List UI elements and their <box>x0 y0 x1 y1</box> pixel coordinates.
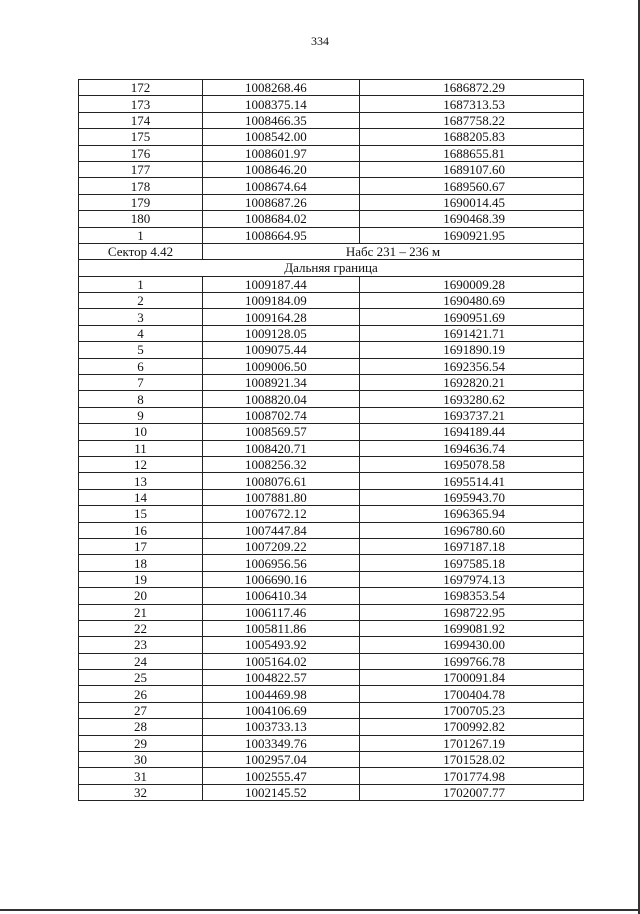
table-body-bottom <box>79 276 584 801</box>
y-coordinate: 1694189.44 <box>360 424 584 440</box>
point-number: 11 <box>79 440 203 456</box>
table-row <box>79 375 584 391</box>
table-row <box>79 440 584 456</box>
point-number: 19 <box>79 571 203 587</box>
point-number: 8 <box>79 391 203 407</box>
table-row <box>79 309 584 325</box>
y-coordinate: 1689107.60 <box>360 161 584 177</box>
y-coordinate: 1697974.13 <box>360 571 584 587</box>
x-coordinate: 1009164.28 <box>203 309 360 325</box>
point-number: 175 <box>79 129 203 145</box>
table-row <box>79 293 584 309</box>
x-coordinate: 1008601.97 <box>203 145 360 161</box>
x-coordinate: 1008684.02 <box>203 211 360 227</box>
x-coordinate: 1007881.80 <box>203 489 360 505</box>
page-number: 334 <box>311 34 329 48</box>
table-row <box>79 702 584 718</box>
x-coordinate: 1003349.76 <box>203 735 360 751</box>
y-coordinate: 1700404.78 <box>360 686 584 702</box>
y-coordinate: 1688205.83 <box>360 129 584 145</box>
table-row <box>79 80 584 96</box>
table-row <box>79 686 584 702</box>
sector-header <box>79 243 584 276</box>
y-coordinate: 1690951.69 <box>360 309 584 325</box>
y-coordinate: 1690468.39 <box>360 211 584 227</box>
x-coordinate: 1002957.04 <box>203 752 360 768</box>
x-coordinate: 1005164.02 <box>203 653 360 669</box>
table-row <box>79 325 584 341</box>
table-row <box>79 112 584 128</box>
x-coordinate: 1009128.05 <box>203 325 360 341</box>
y-coordinate: 1696365.94 <box>360 506 584 522</box>
table-row <box>79 538 584 554</box>
table-row <box>79 752 584 768</box>
point-number: 26 <box>79 686 203 702</box>
y-coordinate: 1693280.62 <box>360 391 584 407</box>
x-coordinate: 1008687.26 <box>203 194 360 210</box>
x-coordinate: 1003733.13 <box>203 719 360 735</box>
x-coordinate: 1008256.32 <box>203 456 360 472</box>
table-row <box>79 588 584 604</box>
x-coordinate: 1008420.71 <box>203 440 360 456</box>
x-coordinate: 1008820.04 <box>203 391 360 407</box>
point-number: 9 <box>79 407 203 423</box>
boundary-row <box>79 260 584 276</box>
y-coordinate: 1701267.19 <box>360 735 584 751</box>
sector-depth: Набс 231 – 236 м <box>203 243 584 259</box>
y-coordinate: 1695514.41 <box>360 473 584 489</box>
table-row <box>79 489 584 505</box>
point-number: 21 <box>79 604 203 620</box>
table-row <box>79 358 584 374</box>
x-coordinate: 1008268.46 <box>203 80 360 96</box>
point-number: 29 <box>79 735 203 751</box>
table-row <box>79 456 584 472</box>
point-number: 22 <box>79 620 203 636</box>
boundary-title: Дальняя граница <box>79 260 584 276</box>
point-number: 173 <box>79 96 203 112</box>
table-row <box>79 227 584 243</box>
y-coordinate: 1695078.58 <box>360 456 584 472</box>
table-row <box>79 342 584 358</box>
y-coordinate: 1693737.21 <box>360 407 584 423</box>
point-number: 7 <box>79 375 203 391</box>
table-row <box>79 129 584 145</box>
table-row <box>79 506 584 522</box>
y-coordinate: 1690014.45 <box>360 194 584 210</box>
y-coordinate: 1687758.22 <box>360 112 584 128</box>
x-coordinate: 1005811.86 <box>203 620 360 636</box>
x-coordinate: 1008375.14 <box>203 96 360 112</box>
point-number: 6 <box>79 358 203 374</box>
table-row <box>79 604 584 620</box>
table-row <box>79 407 584 423</box>
x-coordinate: 1008542.00 <box>203 129 360 145</box>
point-number: 180 <box>79 211 203 227</box>
point-number: 4 <box>79 325 203 341</box>
table-row <box>79 784 584 800</box>
table-row <box>79 211 584 227</box>
x-coordinate: 1006410.34 <box>203 588 360 604</box>
y-coordinate: 1690480.69 <box>360 293 584 309</box>
point-number: 18 <box>79 555 203 571</box>
y-coordinate: 1699430.00 <box>360 637 584 653</box>
x-coordinate: 1008466.35 <box>203 112 360 128</box>
x-coordinate: 1008569.57 <box>203 424 360 440</box>
table-row <box>79 473 584 489</box>
table-row <box>79 194 584 210</box>
y-coordinate: 1701774.98 <box>360 768 584 784</box>
point-number: 15 <box>79 506 203 522</box>
x-coordinate: 1008921.34 <box>203 375 360 391</box>
y-coordinate: 1687313.53 <box>360 96 584 112</box>
table-row <box>79 522 584 538</box>
table-row <box>79 620 584 636</box>
y-coordinate: 1699766.78 <box>360 653 584 669</box>
x-coordinate: 1006690.16 <box>203 571 360 587</box>
point-number: 176 <box>79 145 203 161</box>
table-row <box>79 670 584 686</box>
table-row <box>79 555 584 571</box>
point-number: 2 <box>79 293 203 309</box>
point-number: 27 <box>79 702 203 718</box>
point-number: 31 <box>79 768 203 784</box>
x-coordinate: 1008674.64 <box>203 178 360 194</box>
y-coordinate: 1692356.54 <box>360 358 584 374</box>
y-coordinate: 1700992.82 <box>360 719 584 735</box>
table-row <box>79 424 584 440</box>
point-number: 179 <box>79 194 203 210</box>
y-coordinate: 1700091.84 <box>360 670 584 686</box>
point-number: 30 <box>79 752 203 768</box>
x-coordinate: 1008646.20 <box>203 161 360 177</box>
point-number: 13 <box>79 473 203 489</box>
y-coordinate: 1690009.28 <box>360 276 584 292</box>
coordinates-table <box>78 79 584 801</box>
y-coordinate: 1688655.81 <box>360 145 584 161</box>
y-coordinate: 1701528.02 <box>360 752 584 768</box>
sector-row <box>79 243 584 259</box>
table-row <box>79 637 584 653</box>
point-number: 1 <box>79 276 203 292</box>
y-coordinate: 1698353.54 <box>360 588 584 604</box>
point-number: 32 <box>79 784 203 800</box>
y-coordinate: 1695943.70 <box>360 489 584 505</box>
y-coordinate: 1700705.23 <box>360 702 584 718</box>
y-coordinate: 1691421.71 <box>360 325 584 341</box>
x-coordinate: 1005493.92 <box>203 637 360 653</box>
point-number: 3 <box>79 309 203 325</box>
point-number: 12 <box>79 456 203 472</box>
x-coordinate: 1008076.61 <box>203 473 360 489</box>
x-coordinate: 1006117.46 <box>203 604 360 620</box>
y-coordinate: 1697187.18 <box>360 538 584 554</box>
x-coordinate: 1009006.50 <box>203 358 360 374</box>
sector-label: Сектор 4.42 <box>79 243 203 259</box>
y-coordinate: 1692820.21 <box>360 375 584 391</box>
x-coordinate: 1007209.22 <box>203 538 360 554</box>
point-number: 10 <box>79 424 203 440</box>
x-coordinate: 1002555.47 <box>203 768 360 784</box>
table-body-top <box>79 80 584 244</box>
point-number: 177 <box>79 161 203 177</box>
table-row <box>79 145 584 161</box>
point-number: 14 <box>79 489 203 505</box>
table-row <box>79 391 584 407</box>
y-coordinate: 1697585.18 <box>360 555 584 571</box>
y-coordinate: 1699081.92 <box>360 620 584 636</box>
x-coordinate: 1004106.69 <box>203 702 360 718</box>
point-number: 28 <box>79 719 203 735</box>
x-coordinate: 1009075.44 <box>203 342 360 358</box>
table-row <box>79 178 584 194</box>
point-number: 172 <box>79 80 203 96</box>
table-row <box>79 735 584 751</box>
y-coordinate: 1691890.19 <box>360 342 584 358</box>
x-coordinate: 1006956.56 <box>203 555 360 571</box>
y-coordinate: 1686872.29 <box>360 80 584 96</box>
x-coordinate: 1004822.57 <box>203 670 360 686</box>
y-coordinate: 1702007.77 <box>360 784 584 800</box>
table-row <box>79 96 584 112</box>
x-coordinate: 1008702.74 <box>203 407 360 423</box>
table-row <box>79 768 584 784</box>
y-coordinate: 1696780.60 <box>360 522 584 538</box>
x-coordinate: 1002145.52 <box>203 784 360 800</box>
x-coordinate: 1009184.09 <box>203 293 360 309</box>
y-coordinate: 1690921.95 <box>360 227 584 243</box>
y-coordinate: 1694636.74 <box>360 440 584 456</box>
x-coordinate: 1007672.12 <box>203 506 360 522</box>
x-coordinate: 1004469.98 <box>203 686 360 702</box>
y-coordinate: 1689560.67 <box>360 178 584 194</box>
point-number: 20 <box>79 588 203 604</box>
point-number: 25 <box>79 670 203 686</box>
point-number: 178 <box>79 178 203 194</box>
point-number: 174 <box>79 112 203 128</box>
scan-edge-bottom <box>0 909 640 911</box>
x-coordinate: 1009187.44 <box>203 276 360 292</box>
point-number: 17 <box>79 538 203 554</box>
x-coordinate: 1007447.84 <box>203 522 360 538</box>
point-number: 16 <box>79 522 203 538</box>
point-number: 1 <box>79 227 203 243</box>
point-number: 24 <box>79 653 203 669</box>
table-row <box>79 161 584 177</box>
table-row <box>79 653 584 669</box>
table-row <box>79 276 584 292</box>
table-row <box>79 571 584 587</box>
point-number: 23 <box>79 637 203 653</box>
x-coordinate: 1008664.95 <box>203 227 360 243</box>
y-coordinate: 1698722.95 <box>360 604 584 620</box>
point-number: 5 <box>79 342 203 358</box>
table-row <box>79 719 584 735</box>
